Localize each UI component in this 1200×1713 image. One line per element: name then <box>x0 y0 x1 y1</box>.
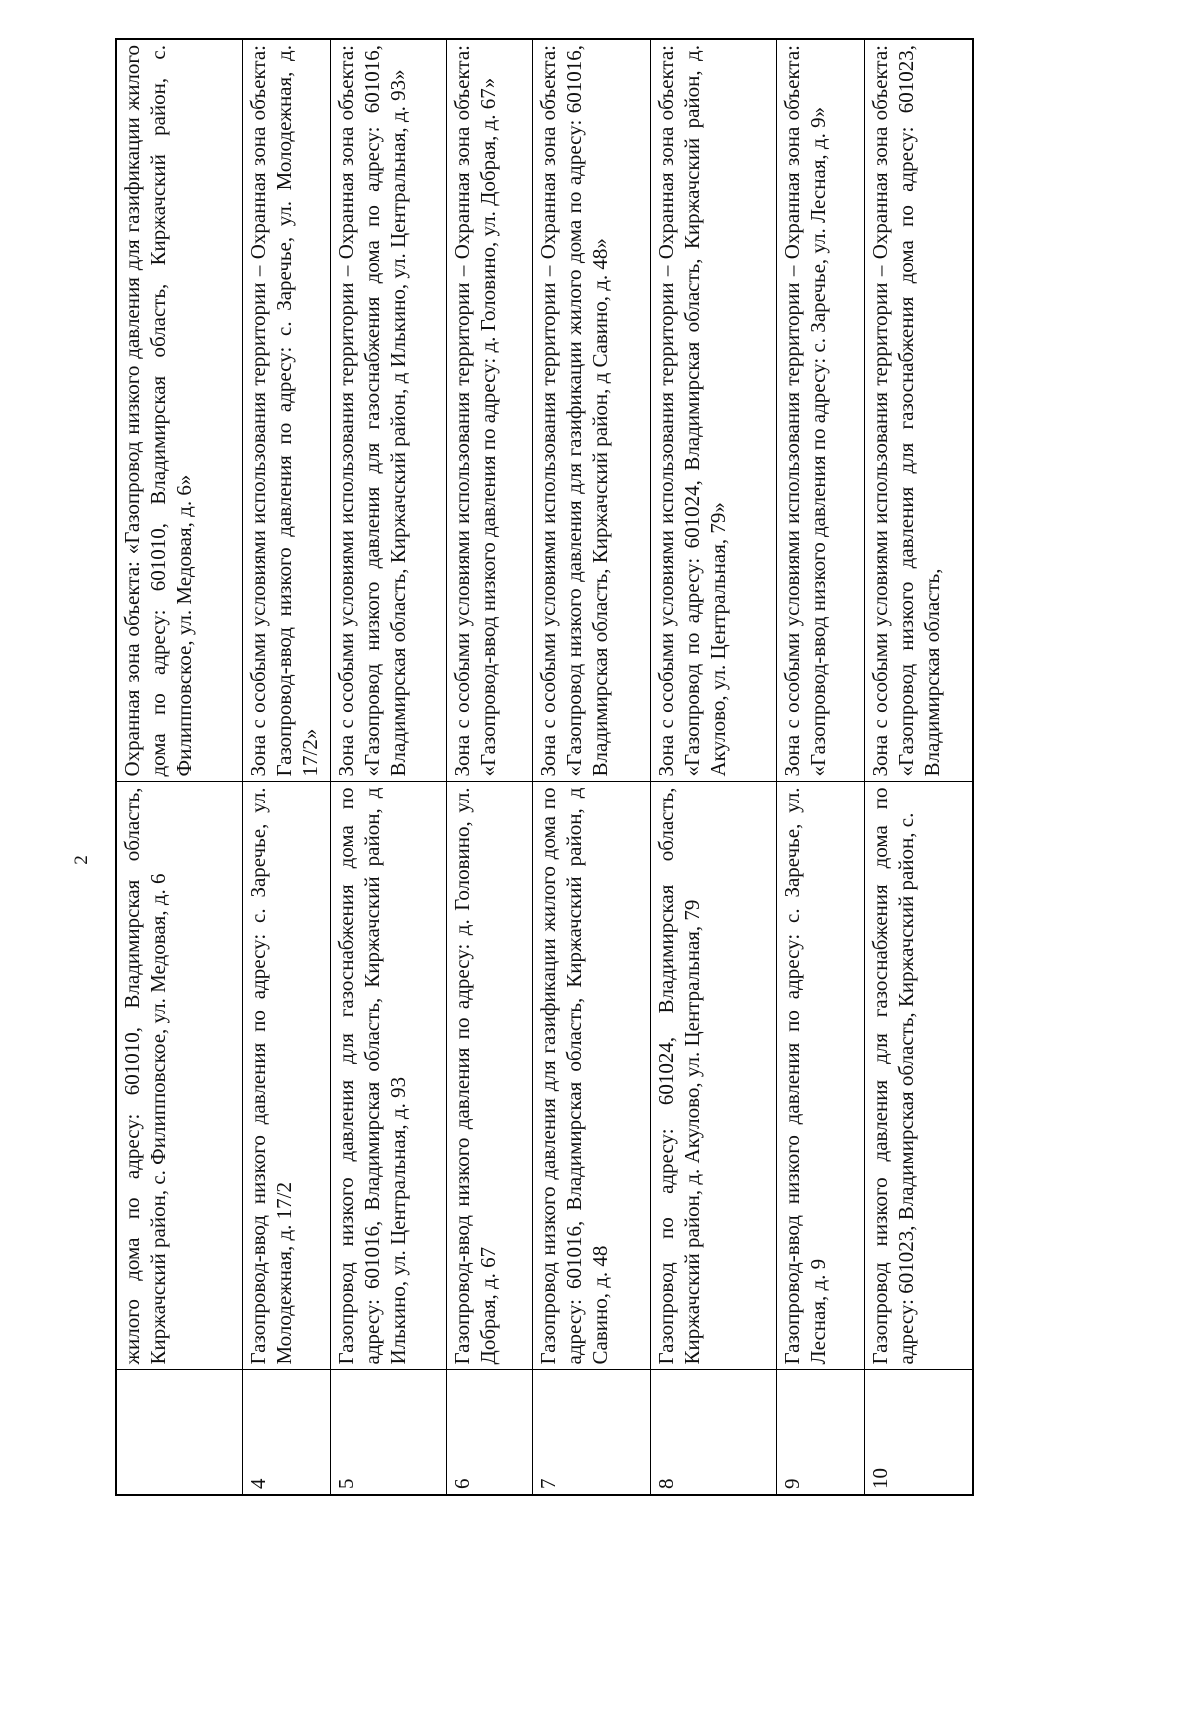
table-row <box>864 39 973 1495</box>
object-description: Газопровод-ввод низкого давления по адресу: д. Головино, ул. Добрая, д. 67 <box>446 782 532 1370</box>
table-row <box>446 39 532 1495</box>
table-row <box>116 39 242 1495</box>
row-number: 8 <box>650 1370 776 1495</box>
zone-description: Зона с особыми условиями использования территории – Охранная зона объекта: «Газопровод-ввод низкого давления по адресу: д. Головино, ул. Добрая, д. 67» <box>446 39 532 782</box>
row-number: 4 <box>242 1370 330 1495</box>
object-description: Газопровод-ввод низкого давления по адресу: с. Заречье, ул. Молодежная, д. 17/2 <box>242 782 330 1370</box>
object-description: Газопровод по адресу: 601024, Владимирская область, Киржачский район, д. Акулово, ул. Центральная, 79 <box>650 782 776 1370</box>
zone-description: Зона с особыми условиями использования территории – Охранная зона объекта: «Газопровод низкого давления для газификации жилого дома по адресу: 601016, Владимирская область, Киржачский район, д Савино, д. 48» <box>532 39 650 782</box>
row-number: 9 <box>776 1370 864 1495</box>
row-number: 5 <box>330 1370 446 1495</box>
table-row <box>242 39 330 1495</box>
zone-description: Зона с особыми условиями использования территории – Охранная зона объекта: «Газопровод низкого давления для газоснабжения дома по адресу: 601016, Владимирская область, Киржачский район, д Илькино, ул. Центральная, д. 93» <box>330 39 446 782</box>
row-number: 10 <box>864 1370 973 1495</box>
zone-description: Зона с особыми условиями использования территории – Охранная зона объекта: «Газопровод низкого давления для газоснабжения дома по адресу: 601023, Владимирская область, <box>864 39 973 782</box>
object-description: Газопровод низкого давления для газоснабжения дома по адресу: 601016, Владимирская область, Киржачский район, д Илькино, ул. Центральная, д. 93 <box>330 782 446 1370</box>
object-description: Газопровод-ввод низкого давления по адресу: с. Заречье, ул. Лесная, д. 9 <box>776 782 864 1370</box>
row-number <box>116 1370 242 1495</box>
table-row <box>776 39 864 1495</box>
zone-description: Охранная зона объекта: «Газопровод низкого давления для газификации жилого дома по адресу: 601010, Владимирская область, Киржачский район, с. Филипповское, ул. Медовая, д. 6» <box>116 39 242 782</box>
page-number: 2 <box>71 855 92 865</box>
table-row <box>532 39 650 1495</box>
object-description: Газопровод низкого давления для газификации жилого дома по адресу: 601016, Владимирская область, Киржачский район, д Савино, д. 48 <box>532 782 650 1370</box>
table-row <box>650 39 776 1495</box>
zone-description: Зона с особыми условиями использования территории – Охранная зона объекта: «Газопровод-ввод низкого давления по адресу: с. Заречье, ул. Лесная, д. 9» <box>776 39 864 782</box>
zones-table <box>115 38 974 1496</box>
row-number: 6 <box>446 1370 532 1495</box>
object-description: Газопровод низкого давления для газоснабжения дома по адресу: 601023, Владимирская область, Киржачский район, с. <box>864 782 973 1370</box>
table-row <box>330 39 446 1495</box>
row-number: 7 <box>532 1370 650 1495</box>
zone-description: Зона с особыми условиями использования территории – Охранная зона объекта: «Газопровод по адресу: 601024, Владимирская область, Киржачский район, д. Акулово, ул. Центральная, 79» <box>650 39 776 782</box>
rotated-table-container <box>115 40 974 1496</box>
zone-description: Зона с особыми условиями использования территории – Охранная зона объекта: Газопровод-ввод низкого давления по адресу: с. Заречье, ул. Молодежная, д. 17/2» <box>242 39 330 782</box>
object-description: жилого дома по адресу: 601010, Владимирская область, Киржачский район, с. Филипповское, ул. Медовая, д. 6 <box>116 782 242 1370</box>
